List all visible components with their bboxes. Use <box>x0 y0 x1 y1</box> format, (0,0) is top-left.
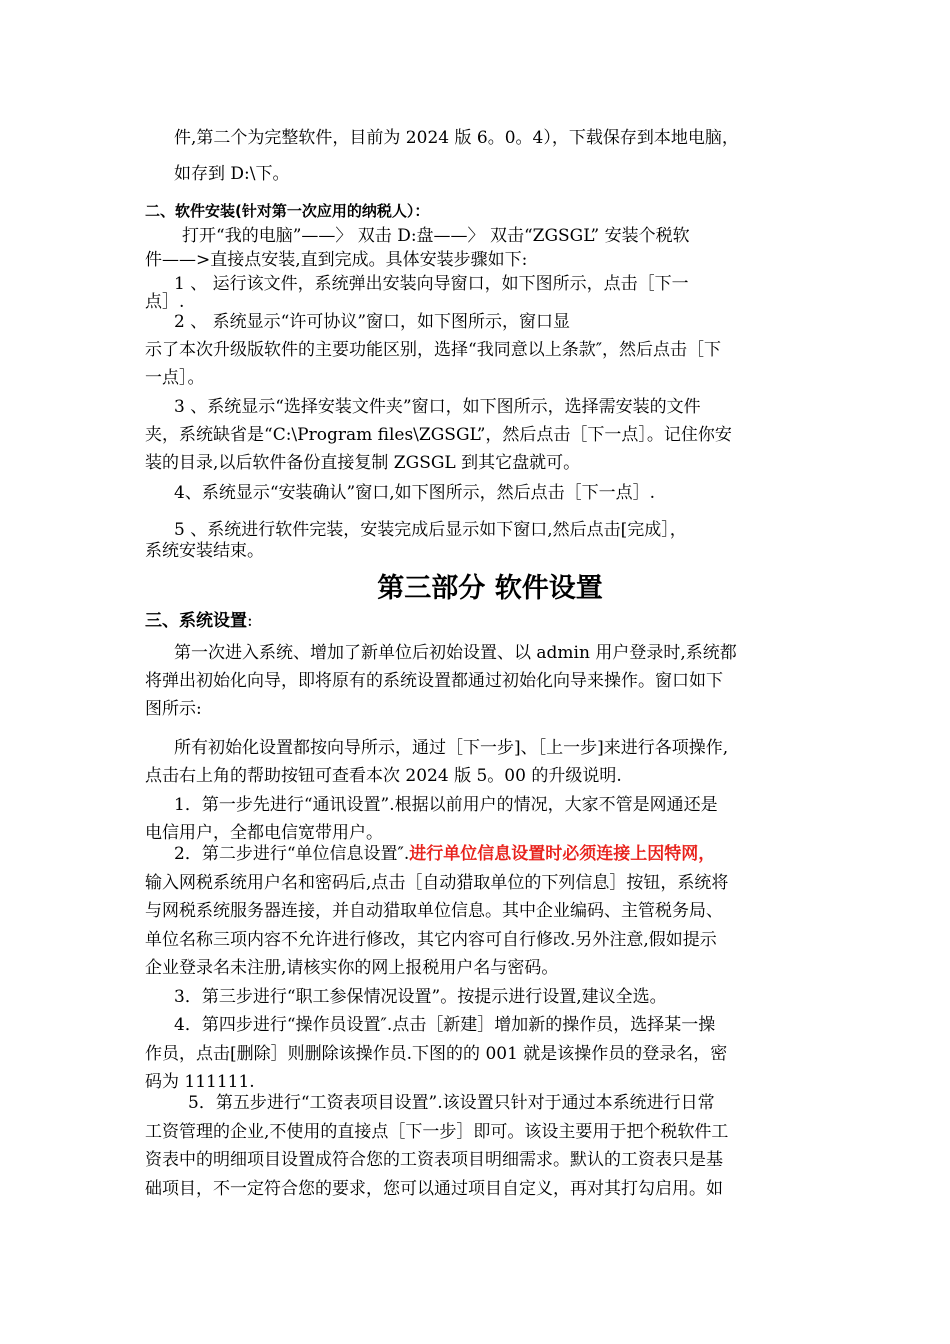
warning-text: 进行单位信息设置时必须连接上因特网， <box>409 844 716 864</box>
step-line: 系统安装结束。 <box>145 541 264 561</box>
config-step-line: 输入网税系统用户名和密码后,点击［自动猎取单位的下列信息］按钮，系统将 <box>145 873 729 893</box>
config-step-line: 与网税系统服务器连接，并自动猎取单位信息。其中企业编码、主管税务局、 <box>145 901 723 921</box>
config-step-line: 资表中的明细项目设置成符合您的工资表项目明细需求。默认的工资表只是基 <box>145 1150 723 1170</box>
config-step-line: 企业登录名未注册,请核实你的网上报税用户名与密码。 <box>145 958 559 978</box>
config-step-line: 4．第四步进行“操作员设置″.点击［新建］增加新的操作员，选择某一操 <box>174 1015 716 1035</box>
paragraph-line: 将弹出初始化向导，即将原有的系统设置都通过初始化向导来操作。窗口如下 <box>145 671 723 691</box>
step-line: 5 、系统进行软件完装，安装完成后显示如下窗口,然后点击[完成］， <box>174 520 687 540</box>
config-step-line: 电信用户，全都电信宽带用户。 <box>145 823 383 843</box>
paragraph-line: 所有初始化设置都按向导所示，通过［下一步]、［上一步]来进行各项操作, <box>174 738 729 758</box>
config-step-text: 2．第二步进行“单位信息设置″. <box>174 844 410 864</box>
step-line: 4、系统显示“安装确认”窗口,如下图所示，然后点击［下一点］. <box>174 483 656 503</box>
config-step-line <box>174 842 715 866</box>
paragraph-line: 图所示: <box>145 699 202 719</box>
section-heading-text: 三、系统设置 <box>145 611 247 631</box>
section-heading-settings <box>145 609 253 633</box>
config-step-line: 码为 111111. <box>145 1072 255 1092</box>
step-line: 夹，系统缺省是“C:\Program files\ZGSGL”，然后点击［下一点］。记住你安 <box>145 425 732 445</box>
config-step-line: 工资管理的企业,不使用的直接点［下一步］即可。该设主要用于把个税软件工 <box>145 1122 729 1142</box>
step-line: 1 、 运行该文件，系统弹出安装向导窗口，如下图所示，点击［下一 <box>174 274 689 294</box>
config-step-line: 1．第一步先进行“通讯设置”.根据以前用户的情况，大家不管是网通还是 <box>174 795 718 815</box>
paragraph-line: 打开“我的电脑”——〉 双击 D:盘——〉 双击“ZGSGL” 安装个税软 <box>182 226 690 246</box>
step-line: 点］. <box>145 292 185 312</box>
section-heading-colon: : <box>247 611 253 631</box>
step-line: 2 、 系统显示“许可协议”窗口，如下图所示，窗口显 <box>174 312 571 332</box>
config-step-line: 作员，点击[删除］则删除该操作员.下图的的 001 就是该操作员的登录名，密 <box>145 1044 728 1064</box>
step-line: 示了本次升级版软件的主要功能区别，选择“我同意以上条款″，然后点击［下 <box>145 340 722 360</box>
step-line: 装的目录,以后软件备份直接复制 ZGSGL 到其它盘就可。 <box>145 453 581 473</box>
config-step-line: 单位名称三项内容不允许进行修改，其它内容可自行修改.另外注意,假如提示 <box>145 930 717 950</box>
step-line: 一点］。 <box>145 368 205 388</box>
config-step-line: 5．第五步进行“工资表项目设置”.该设置只针对于通过本系统进行日常 <box>188 1093 715 1113</box>
step-line: 3 、系统显示“选择安装文件夹”窗口，如下图所示，选择需安装的文件 <box>174 397 701 417</box>
paragraph-line: 点击右上角的帮助按钮可查看本次 2024 版 5。00 的升级说明. <box>145 766 622 786</box>
paragraph-line: 第一次进入系统、增加了新单位后初始设置、以 admin 用户登录时,系统都 <box>174 643 737 663</box>
section-heading-install: 二、软件安装(针对第一次应用的纳税人）： <box>145 202 430 220</box>
config-step-line: 3．第三步进行“职工参保情况设置”。按提示进行设置,建议全选。 <box>174 987 667 1007</box>
paragraph-line: 如存到 D:\下。 <box>174 164 290 184</box>
config-step-line: 础项目，不一定符合您的要求，您可以通过项目自定义，再对其打勾启用。如 <box>145 1179 723 1199</box>
paragraph-line: 件——>直接点安装,直到完成。具体安装步骤如下: <box>145 250 528 270</box>
paragraph-line: 件,第二个为完整软件，目前为 2024 版 6。0。4），下载保存到本地电脑， <box>174 128 739 148</box>
part-title: 第三部分 软件设置 <box>377 573 603 604</box>
